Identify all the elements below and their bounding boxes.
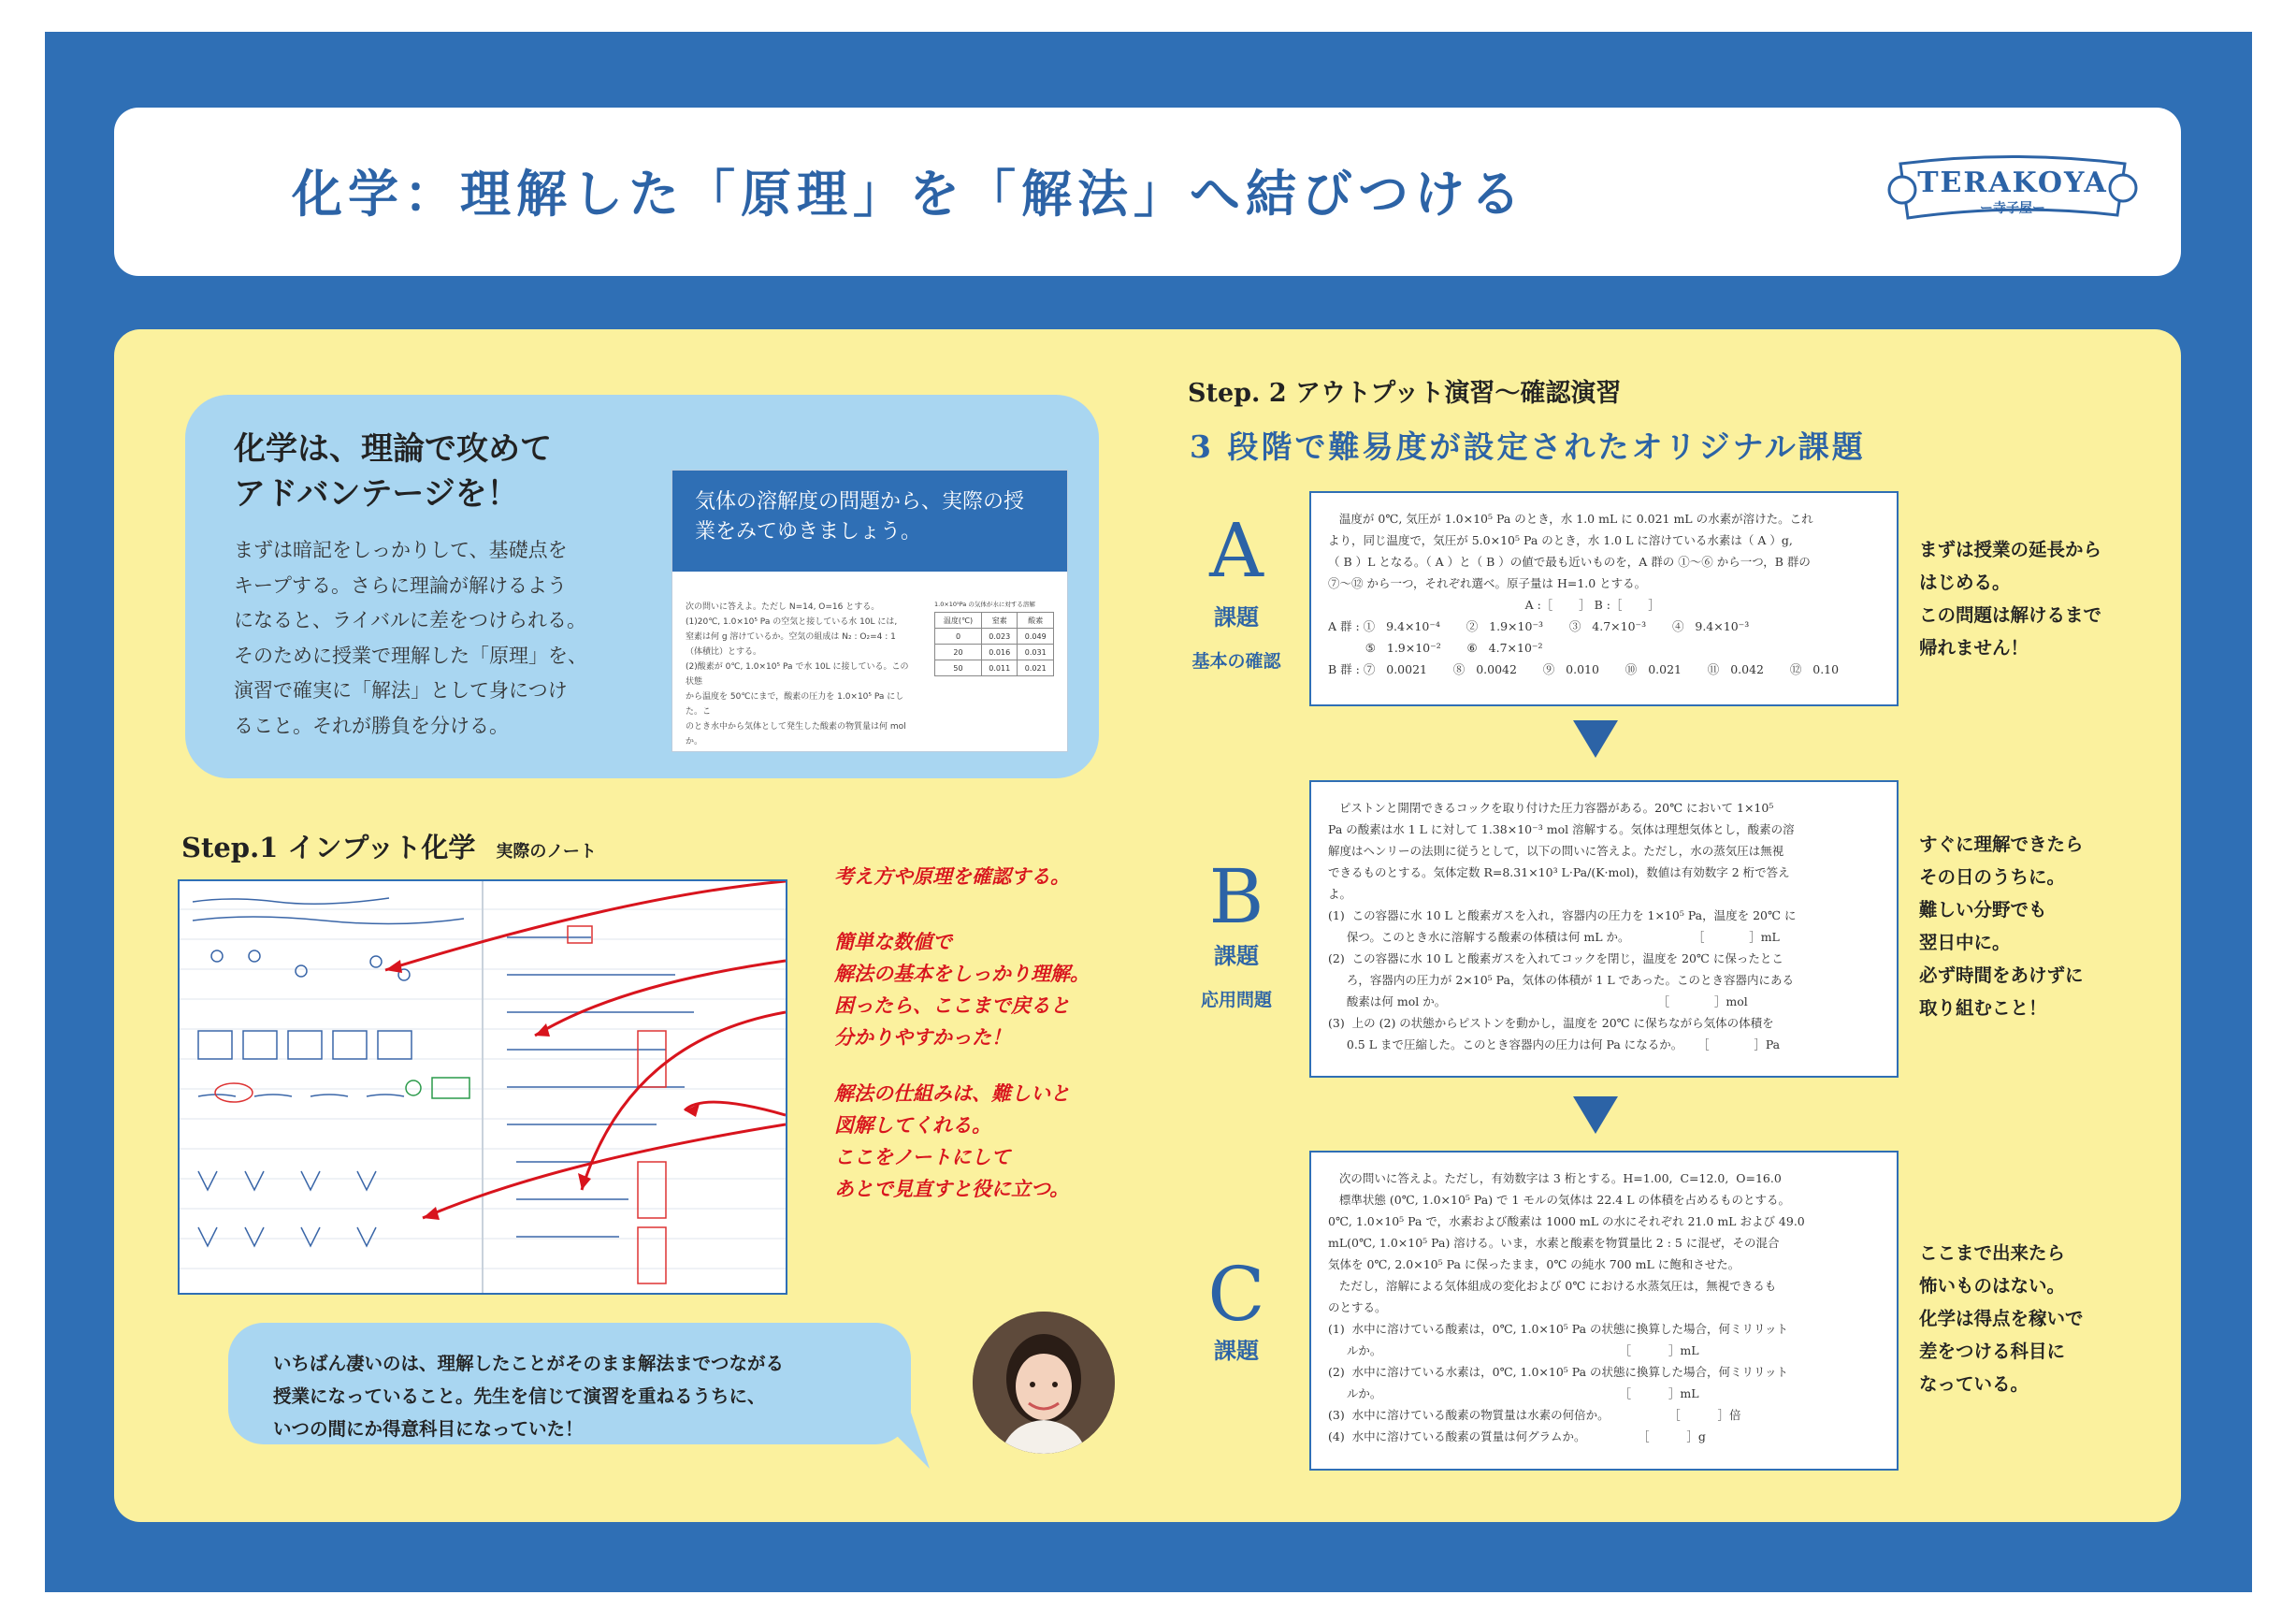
problem-line: ルか。 ［ ］mL bbox=[1328, 1343, 1699, 1357]
step1-title: Step.1 インプット化学 bbox=[181, 832, 476, 863]
level-b-kadai: 課題 bbox=[1214, 943, 1259, 969]
level-b-letter: B bbox=[1208, 853, 1264, 940]
notebook-sketch bbox=[180, 881, 786, 1293]
problem-a bbox=[1309, 491, 1899, 706]
problem-line: (1) 水中に溶けている酸素は，0℃, 1.0×10⁵ Pa の状態に換算した場合，何ミリリット bbox=[1328, 1322, 1789, 1336]
intro-body: まずは暗記をしっかりして、基礎点を キープする。さらに理論が解けるよう になると、ライバルに差をつけられる。 そのために授業で理解した「原理」を、 演習で確実に「解法」として身につけ ること。それが勝負を分ける。 bbox=[234, 539, 587, 737]
problem-line: のとする。 bbox=[1328, 1300, 1387, 1314]
level-a-note: まずは授業の延長から はじめる。 この問題は解けるまで 帰れません！ bbox=[1919, 539, 2102, 659]
problem-line: より，同じ温度で，気圧が 5.0×10⁵ Pa のとき，水 1.0 L に溶けている水素は（ A ）g, bbox=[1328, 533, 1793, 547]
step2-subtitle: 3 段階で難易度が設定されたオリジナル課題 bbox=[1190, 428, 1866, 465]
problem-c bbox=[1309, 1151, 1899, 1471]
problem-b bbox=[1309, 780, 1899, 1078]
problem-line: mL(0℃, 1.0×10⁵ Pa) 溶ける。いま，水素と酸素を物質量比 2 : 5 に混ぜ，その混合 bbox=[1328, 1236, 1780, 1250]
table-cell: 酸素 bbox=[1018, 613, 1054, 629]
problem-line: (1) この容器に水 10 L と酸素ガスを入れ，容器内の圧力を 1×10⁵ Pa，温度を 20℃ に bbox=[1328, 908, 1797, 922]
level-a-sub: 基本の確認 bbox=[1191, 651, 1281, 672]
table-cell: 0.016 bbox=[981, 645, 1018, 660]
down-arrow-icon bbox=[1573, 1096, 1618, 1134]
table-cell: 0.031 bbox=[1018, 645, 1054, 660]
sample-problem-card bbox=[671, 470, 1068, 752]
problem-line: 保つ。このとき水に溶解する酸素の体積は何 mL か。 ［ ］mL bbox=[1328, 930, 1780, 944]
annotation-3: 解法の仕組みは、難しいと 図解してくれる。 ここをノートにして あとで見直すと役に立つ。 bbox=[834, 1082, 1070, 1200]
level-a-kadai: 課題 bbox=[1214, 604, 1259, 631]
page-title: 化学：理解した「原理」を「解法」へ結びつける bbox=[292, 164, 1526, 224]
problem-line: よ。 bbox=[1328, 887, 1352, 901]
logo-sub-text: ー寺子屋ー bbox=[1980, 201, 2045, 216]
problem-line: (4) 水中に溶けている酸素の質量は何グラムか。 ［ ］g bbox=[1328, 1429, 1706, 1443]
intro-box bbox=[185, 395, 1099, 778]
table-cell: 20 bbox=[935, 645, 982, 660]
problem-line: B 群 : ⑦ 0.0021 ⑧ 0.0042 ⑨ 0.010 ⑩ 0.021 ⑪ 0.042 ⑫ 0.10 bbox=[1328, 662, 1840, 676]
table-cell: 0 bbox=[935, 629, 982, 645]
terakoya-logo bbox=[1882, 145, 2144, 239]
sample-card-heading: 気体の溶解度の問題から、実際の授 業をみてゆきましょう。 bbox=[672, 471, 1067, 572]
problem-line: ⑦〜⑫ から一つ，それぞれ選べ。原子量は H=1.0 とする。 bbox=[1328, 576, 1647, 590]
annotation-1: 考え方や原理を確認する。 bbox=[834, 865, 1070, 888]
problem-line: A 群 : ① 9.4×10⁻⁴ ② 1.9×10⁻³ ③ 4.7×10⁻³ ④ 9.4×10⁻³ bbox=[1328, 619, 1750, 633]
testimonial-bubble bbox=[228, 1323, 911, 1444]
problem-line: 次の問いに答えよ。ただし，有効数字は 3 桁とする。H=1.00, C=12.0, O=16.0 bbox=[1328, 1171, 1782, 1185]
intro-title: 化学は、理論で攻めて アドバンテージを！ bbox=[234, 430, 552, 513]
problem-line: A :［ ］ B :［ ］ bbox=[1328, 598, 1660, 612]
level-c-letter: C bbox=[1207, 1251, 1265, 1338]
problem-line: ピストンと開閉できるコックを取り付けた圧力容器がある。20℃ において 1×10⁵ bbox=[1328, 801, 1774, 815]
level-b-note: すぐに理解できたら その日のうちに。 難しい分野でも 翌日中に。 必ず時間をあけずに 取り組むこと！ bbox=[1919, 834, 2084, 1019]
table-cell: 0.011 bbox=[981, 660, 1018, 676]
problem-line: できるものとする。気体定数 R=8.31×10³ L·Pa/(K·mol)，数値は有効数字 2 桁で答え bbox=[1328, 865, 1790, 879]
testimonial-text: いちばん凄いのは、理解したことがそのまま解法までつながる 授業になっていること。先生を信じて演習を重ねるうちに、 いつの間にか得意科目になっていた！ bbox=[273, 1353, 785, 1440]
table-cell: 窒素 bbox=[981, 613, 1018, 629]
problem-line: 0.5 L まで圧縮した。このとき容器内の圧力は何 Pa になるか。 ［ ］Pa bbox=[1328, 1037, 1781, 1051]
problem-line: 気体を 0℃, 2.0×10⁵ Pa に保ったまま，0℃ の純水 700 mL に飽和させた。 bbox=[1328, 1257, 1740, 1271]
level-b-sub: 応用問題 bbox=[1200, 990, 1272, 1010]
annotation-2: 簡単な数値で 解法の基本をしっかり理解。 困ったら、ここまで戻ると 分かりやすかった！ bbox=[834, 931, 1090, 1049]
problem-line: 標準状態 (0℃, 1.0×10⁵ Pa) で 1 モルの気体は 22.4 L の体積を占めるものとする。 bbox=[1328, 1193, 1791, 1207]
level-a-letter: A bbox=[1209, 507, 1264, 594]
problem-line: 酸素は何 mol か。 ［ ］mol bbox=[1328, 994, 1748, 1008]
sample-problem-text: 次の問いに答えよ。ただし N=14, O=16 とする。 (1)20℃, 1.0×10⁵ Pa の空気と接している水 10L には, 窒素は何 g 溶けているか。空気の組成は N₂ : O₂=4 : 1 （体積比）とする。 (2)酸素が 0℃, 1.0×10⁵ Pa で水 10L に接している。この状態 から温度を 50℃にまで，酸素の圧力を 1.0×10⁵ Pa にした。こ のとき水中から気体として発生した酸素の物質量は何 mol か。 bbox=[686, 602, 909, 747]
problem-line: (3) 上の (2) の状態からピストンを動かし，温度を 20℃ に保ちながら気体の体積を bbox=[1328, 1016, 1774, 1030]
table-cell: 温度(℃) bbox=[935, 613, 982, 629]
step2-title: Step. 2 アウトプット演習〜確認演習 bbox=[1188, 379, 1622, 408]
problem-line: (3) 水中に溶けている酸素の物質量は水素の何倍か。 ［ ］倍 bbox=[1328, 1408, 1741, 1422]
problem-line: （ B ）L となる。（ A ）と（ B ）の値で最も近いものを，A 群の ①〜⑥ から一つ，B 群の bbox=[1328, 555, 1811, 569]
header-card bbox=[114, 108, 2181, 276]
solubility-table-caption: 1.0×10⁵Pa の気体が水に対する溶解 bbox=[934, 601, 1035, 608]
student-photo bbox=[973, 1312, 1115, 1454]
table-cell: 50 bbox=[935, 660, 982, 676]
logo-main-text: TERAKOYA bbox=[1917, 167, 2108, 199]
problem-line: ⑤ 1.9×10⁻² ⑥ 4.7×10⁻² bbox=[1328, 641, 1543, 655]
student-avatar bbox=[973, 1312, 1115, 1454]
notebook-photo bbox=[178, 879, 787, 1295]
problem-line: ただし，溶解による気体組成の変化および 0℃ における水蒸気圧は，無視できるも bbox=[1328, 1279, 1777, 1293]
table-cell: 0.023 bbox=[981, 629, 1018, 645]
level-c-note: ここまで出来たら 怖いものはない。 化学は得点を稼いで 差をつける科目に なっている。 bbox=[1919, 1242, 2084, 1395]
table-cell: 0.021 bbox=[1018, 660, 1054, 676]
problem-line: 温度が 0℃, 気圧が 1.0×10⁵ Pa のとき，水 1.0 mL に 0.021 mL の水素が溶けた。これ bbox=[1328, 512, 1813, 526]
problem-line: Pa の酸素は水 1 L に対して 1.38×10⁻³ mol 溶解する。気体は理想気体とし，酸素の溶 bbox=[1328, 822, 1795, 836]
level-c-kadai: 課題 bbox=[1214, 1338, 1259, 1364]
solubility-table bbox=[934, 600, 1054, 676]
problem-line: (2) この容器に水 10 L と酸素ガスを入れてコックを閉じ，温度を 20℃ に保ったとこ bbox=[1328, 951, 1783, 965]
table-cell: 0.049 bbox=[1018, 629, 1054, 645]
content-panel bbox=[114, 329, 2181, 1522]
down-arrow-icon bbox=[1573, 720, 1618, 758]
problem-line: ろ，容器内の圧力が 2×10⁵ Pa，気体の体積が 1 L であった。このとき容器内にある bbox=[1328, 973, 1795, 987]
bubble-tail bbox=[874, 1413, 939, 1478]
problem-line: (2) 水中に溶けている水素は，0℃, 1.0×10⁵ Pa の状態に換算した場合，何ミリリット bbox=[1328, 1365, 1789, 1379]
step1-heading bbox=[181, 827, 597, 865]
step1-subtitle: 実際のノート bbox=[496, 842, 597, 862]
problem-line: 解度はヘンリーの法則に従うとして，以下の問いに答えよ。ただし，水の蒸気圧は無視 bbox=[1328, 844, 1784, 858]
problem-line: 0℃, 1.0×10⁵ Pa で，水素および酸素は 1000 mL の水にそれぞれ 21.0 mL および 49.0 bbox=[1328, 1214, 1805, 1228]
problem-line: ルか。 ［ ］mL bbox=[1328, 1386, 1699, 1400]
